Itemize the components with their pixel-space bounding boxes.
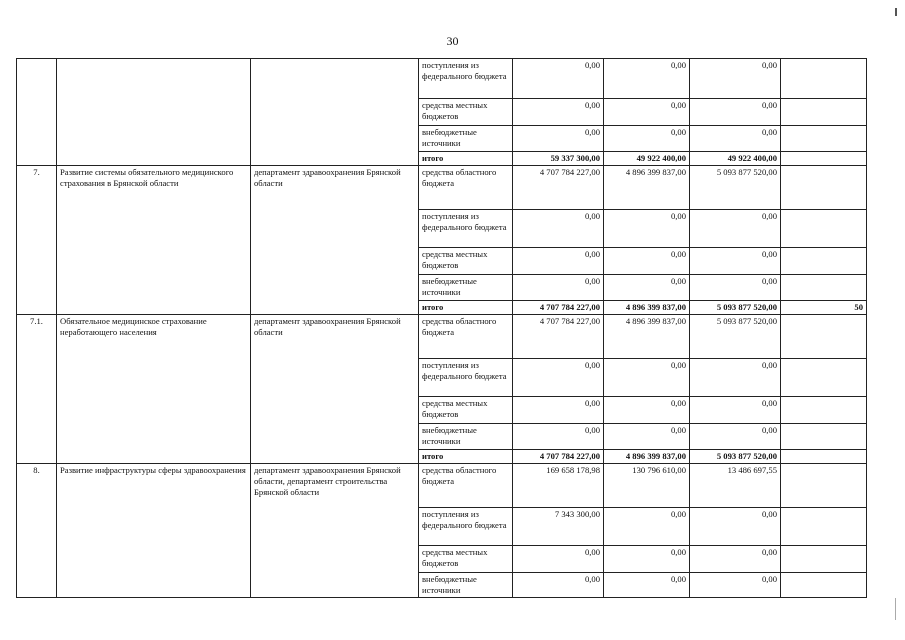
- source-label: итого: [419, 152, 513, 166]
- row-title: Развитие инфраструктуры сферы здравоохранения: [57, 464, 251, 598]
- amount-v1: 59 337 300,00: [513, 152, 604, 166]
- row-title: Обязательное медицинское страхование неработающего населения: [57, 315, 251, 464]
- amount-v2: 4 896 399 837,00: [604, 166, 690, 210]
- amount-v3: 0,00: [690, 99, 781, 126]
- source-label: средства местных бюджетов: [419, 99, 513, 126]
- amount-v1: 7 343 300,00: [513, 508, 604, 546]
- amount-v1: 0,00: [513, 424, 604, 450]
- row-department: [251, 59, 419, 166]
- indicator-value: [781, 275, 867, 301]
- source-label: средства местных бюджетов: [419, 248, 513, 275]
- amount-v3: 5 093 877 520,00: [690, 450, 781, 464]
- amount-v3: 0,00: [690, 126, 781, 152]
- amount-v2: 4 896 399 837,00: [604, 301, 690, 315]
- amount-v1: 169 658 178,98: [513, 464, 604, 508]
- amount-v2: 0,00: [604, 99, 690, 126]
- amount-v1: 0,00: [513, 248, 604, 275]
- source-label: средства местных бюджетов: [419, 397, 513, 424]
- source-label: внебюджетные источники: [419, 573, 513, 598]
- amount-v1: 0,00: [513, 397, 604, 424]
- table-row: [17, 59, 867, 99]
- amount-v3: 5 093 877 520,00: [690, 301, 781, 315]
- amount-v3: 13 486 697,55: [690, 464, 781, 508]
- row-title: Развитие системы обязательного медицинского страхования в Брянской области: [57, 166, 251, 315]
- amount-v3: 0,00: [690, 397, 781, 424]
- indicator-value: [781, 166, 867, 210]
- amount-v3: 0,00: [690, 573, 781, 598]
- amount-v2: 4 896 399 837,00: [604, 450, 690, 464]
- amount-v1: 4 707 784 227,00: [513, 315, 604, 359]
- budget-table: [16, 58, 867, 598]
- amount-v1: 0,00: [513, 359, 604, 397]
- source-label: средства областного бюджета: [419, 464, 513, 508]
- indicator-value: [781, 450, 867, 464]
- amount-v2: 0,00: [604, 359, 690, 397]
- row-number: 7.: [17, 166, 57, 315]
- table-body: [17, 59, 867, 598]
- amount-v3: 0,00: [690, 275, 781, 301]
- amount-v3: 49 922 400,00: [690, 152, 781, 166]
- amount-v1: 0,00: [513, 210, 604, 248]
- source-label: внебюджетные источники: [419, 424, 513, 450]
- amount-v1: 0,00: [513, 546, 604, 573]
- row-number: 8.: [17, 464, 57, 598]
- amount-v2: 0,00: [604, 210, 690, 248]
- source-label: средства областного бюджета: [419, 166, 513, 210]
- indicator-value: [781, 397, 867, 424]
- indicator-value: [781, 210, 867, 248]
- amount-v1: 0,00: [513, 99, 604, 126]
- indicator-value: [781, 126, 867, 152]
- source-label: средства местных бюджетов: [419, 546, 513, 573]
- scan-mark: [895, 8, 897, 16]
- indicator-value: [781, 152, 867, 166]
- indicator-value: [781, 546, 867, 573]
- row-department: департамент здравоохранения Брянской области: [251, 166, 419, 315]
- amount-v2: 130 796 610,00: [604, 464, 690, 508]
- row-department: департамент здравоохранения Брянской области: [251, 315, 419, 464]
- amount-v2: 0,00: [604, 248, 690, 275]
- amount-v3: 0,00: [690, 424, 781, 450]
- source-label: итого: [419, 301, 513, 315]
- indicator-value: [781, 573, 867, 598]
- amount-v2: 0,00: [604, 573, 690, 598]
- amount-v2: 0,00: [604, 546, 690, 573]
- source-label: средства областного бюджета: [419, 315, 513, 359]
- table-row: [17, 464, 867, 508]
- amount-v3: 0,00: [690, 546, 781, 573]
- amount-v1: 0,00: [513, 573, 604, 598]
- indicator-value: [781, 424, 867, 450]
- amount-v3: 0,00: [690, 248, 781, 275]
- row-department: департамент здравоохранения Брянской области, департамент строительства Брянской области: [251, 464, 419, 598]
- amount-v3: 5 093 877 520,00: [690, 166, 781, 210]
- amount-v3: 5 093 877 520,00: [690, 315, 781, 359]
- amount-v1: 0,00: [513, 59, 604, 99]
- amount-v3: 0,00: [690, 359, 781, 397]
- row-title: [57, 59, 251, 166]
- indicator-value: [781, 359, 867, 397]
- row-number: 7.1.: [17, 315, 57, 464]
- amount-v1: 4 707 784 227,00: [513, 450, 604, 464]
- table-row: [17, 315, 867, 359]
- amount-v3: 0,00: [690, 508, 781, 546]
- amount-v1: 0,00: [513, 275, 604, 301]
- amount-v1: 0,00: [513, 126, 604, 152]
- amount-v2: 0,00: [604, 424, 690, 450]
- source-label: итого: [419, 450, 513, 464]
- amount-v1: 4 707 784 227,00: [513, 166, 604, 210]
- amount-v1: 4 707 784 227,00: [513, 301, 604, 315]
- indicator-value: [781, 248, 867, 275]
- amount-v2: 0,00: [604, 275, 690, 301]
- amount-v3: 0,00: [690, 210, 781, 248]
- source-label: поступления из федерального бюджета: [419, 359, 513, 397]
- amount-v2: 0,00: [604, 59, 690, 99]
- amount-v2: 4 896 399 837,00: [604, 315, 690, 359]
- source-label: внебюджетные источники: [419, 126, 513, 152]
- table-row: [17, 166, 867, 210]
- source-label: поступления из федерального бюджета: [419, 508, 513, 546]
- source-label: поступления из федерального бюджета: [419, 59, 513, 99]
- amount-v2: 0,00: [604, 126, 690, 152]
- indicator-value: [781, 315, 867, 359]
- indicator-value: [781, 59, 867, 99]
- indicator-value: [781, 464, 867, 508]
- scan-mark: [895, 598, 896, 620]
- indicator-value: 50: [781, 301, 867, 315]
- indicator-value: [781, 99, 867, 126]
- amount-v2: 0,00: [604, 397, 690, 424]
- page-number: 30: [446, 34, 459, 48]
- indicator-value: [781, 508, 867, 546]
- source-label: поступления из федерального бюджета: [419, 210, 513, 248]
- amount-v2: 49 922 400,00: [604, 152, 690, 166]
- amount-v2: 0,00: [604, 508, 690, 546]
- source-label: внебюджетные источники: [419, 275, 513, 301]
- amount-v3: 0,00: [690, 59, 781, 99]
- row-number: [17, 59, 57, 166]
